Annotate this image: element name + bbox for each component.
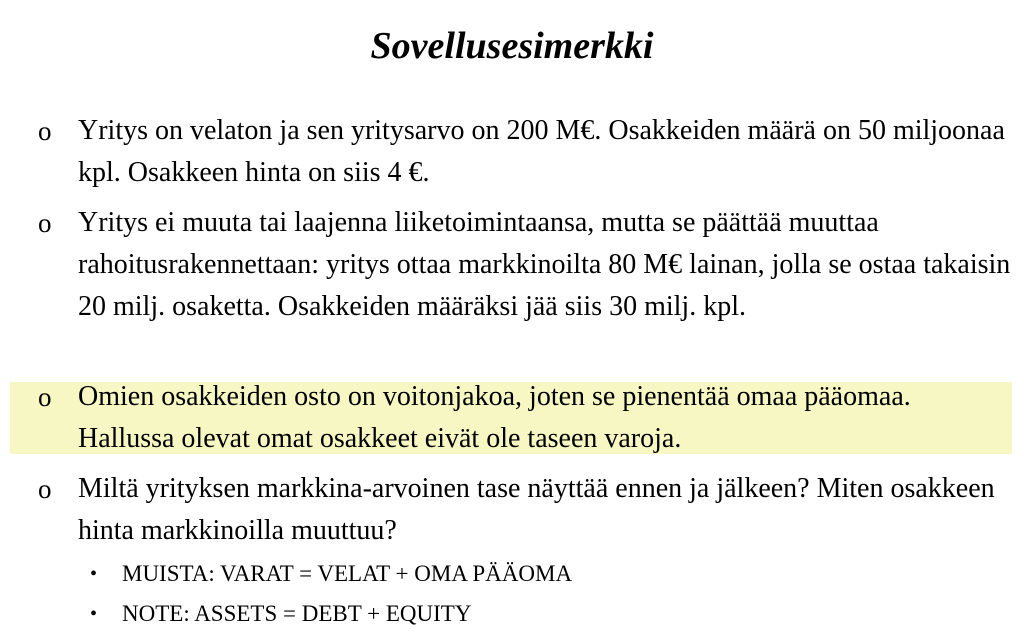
bullet-marker: o bbox=[38, 116, 52, 146]
bullet-item-share-buyback: Omien osakkeiden osto on voitonjakoa, joten se pienentää omaa pääomaa. Hallussa olevat omat osakkeet eivät ole taseen varoja. bbox=[78, 381, 911, 454]
sub-item-note: NOTE: ASSETS = DEBT + EQUITY bbox=[122, 601, 472, 626]
slide-title: Sovellusesimerkki bbox=[370, 25, 654, 67]
sub-bullet-marker: • bbox=[90, 563, 98, 585]
bullet-marker: o bbox=[38, 382, 52, 412]
bullet-item-company-value: Yritys on velaton ja sen yritysarvo on 200 M€. Osakkeiden määrä on 50 miljoonaa kpl. Osakkeen hinta on siis 4 €. bbox=[78, 115, 1005, 188]
sub-bullet-marker: • bbox=[90, 603, 98, 625]
bullet-item-question: Miltä yrityksen markkina-arvoinen tase näyttää ennen ja jälkeen? Miten osakkeen hinta markkinoilla muuttuu? bbox=[78, 473, 995, 546]
bullet-marker: o bbox=[38, 208, 52, 238]
bullet-marker: o bbox=[38, 474, 52, 504]
sub-item-muista: MUISTA: VARAT = VELAT + OMA PÄÄOMA bbox=[122, 561, 573, 586]
bullet-item-capital-structure: Yritys ei muuta tai laajenna liiketoimintaansa, mutta se päättää muuttaa rahoitusrakennettaan: yritys ottaa markkinoilta 80 M€ lainan, jolla se ostaa takaisin 20 milj. osaketta. Osakkeiden määräksi jää siis 30 milj. kpl. bbox=[78, 207, 1011, 322]
